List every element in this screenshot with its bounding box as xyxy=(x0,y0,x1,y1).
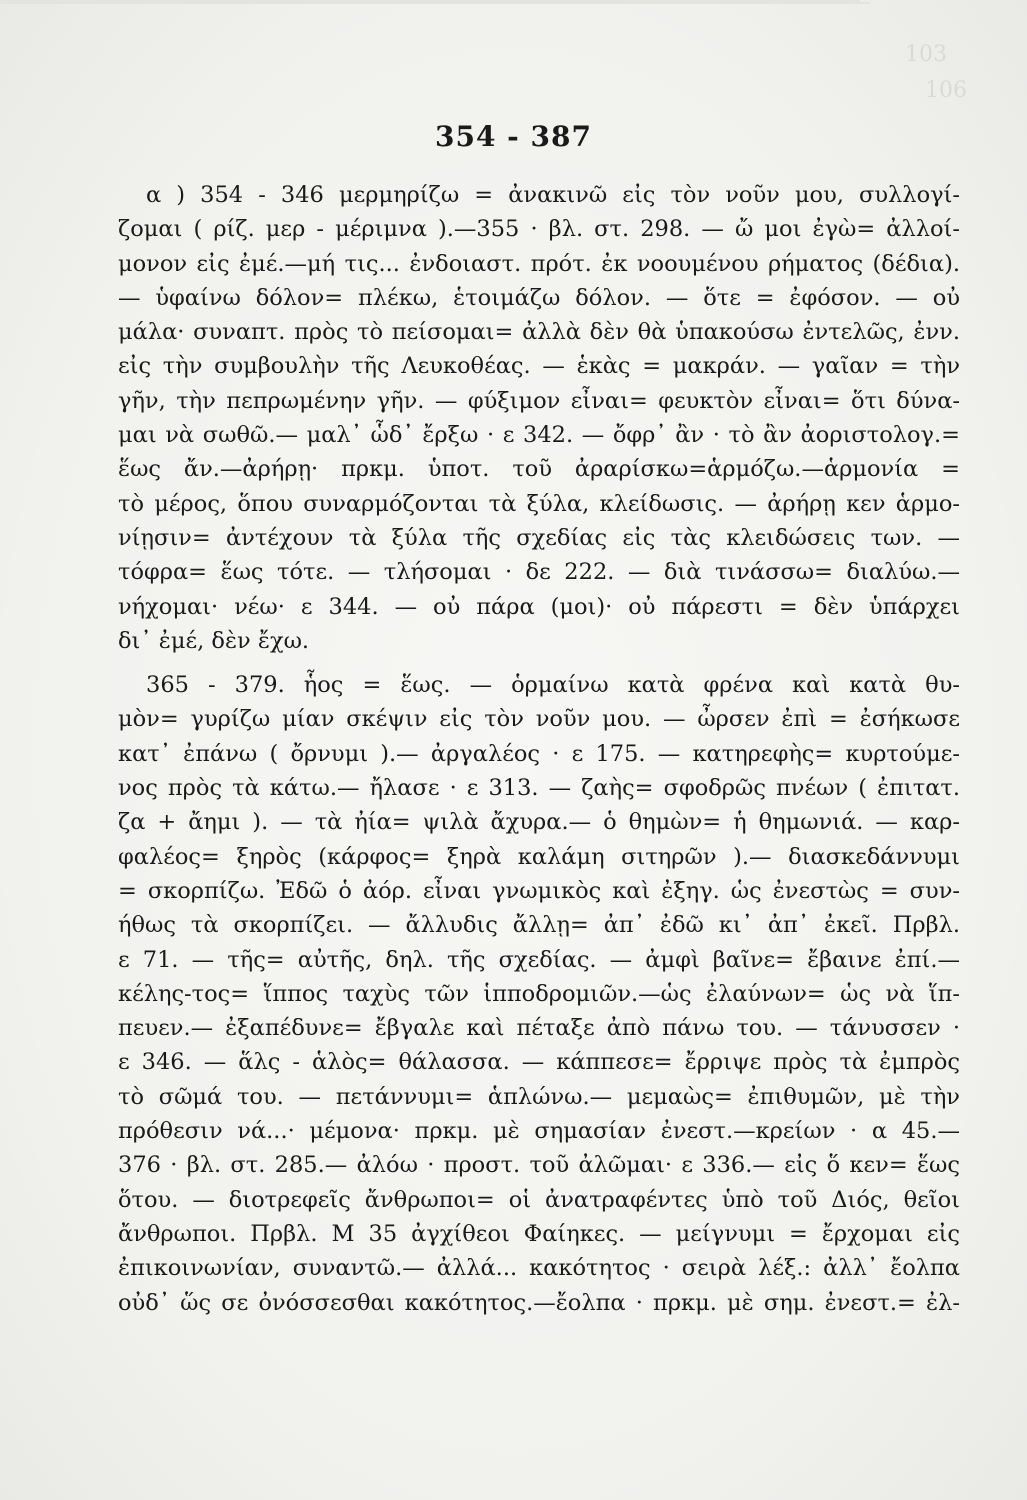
text-line: τόφρα= ἕως τότε. — τλήσομαι · δε 222. — διὰ τινάσσω= διαλύω.— xyxy=(118,559,960,586)
text-line: τὸ σῶμά του. — πετάννυμι= ἁπλώνω.— μεμαὼς= ἐπιθυμῶν, μὲ τὴν xyxy=(118,1083,960,1110)
text-line: ἕως ἄν.—ἀρήρῃ· πρκμ. ὑποτ. τοῦ ἀραρίσκω=ἁρμόζω.—ἁρμονία = xyxy=(118,456,960,483)
text-line: πρόθεσιν νά...· μέμονα· πρκμ. μὲ σημασίαν ἐνεστ.—κρείων · α 45.— xyxy=(118,1118,960,1145)
text-line: κατ᾽ ἐπάνω ( ὄρνυμι ).— ἀργαλέος · ε 175. — κατηρεφὴς= κυρτούμε- xyxy=(118,740,960,767)
paragraph-354-346 xyxy=(118,178,960,658)
text-line: ἄνθρωποι. Πρβλ. Μ 35 ἀγχίθεοι Φαίηκες. — μείγνυμι = ἔρχομαι εἰς xyxy=(118,1220,960,1247)
text-line: τὸ μέρος, ὅπου συναρμόζονται τὰ ξύλα, κλείδωσις. — ἀρήρῃ κεν ἁρμο- xyxy=(118,490,960,517)
text-line: — ὑφαίνω δόλον= πλέκω, ἑτοιμάζω δόλον. — ὅτε = ἐφόσον. — οὐ xyxy=(118,284,960,311)
page-header: 354 - 387 xyxy=(434,120,592,153)
text-line: οὐδ᾽ ὥς σε ὀνόσσεσθαι κακότητος.—ἔολπα · πρκμ. μὲ σημ. ἐνεστ.= ἐλ- xyxy=(118,1289,960,1316)
text-line: ζα + ἄημι ). — τὰ ἠία= ψιλὰ ἄχυρα.— ὁ θημὼν= ἡ θημωνιά. — καρ- xyxy=(118,809,960,836)
commentary-text xyxy=(118,178,960,1320)
bleedthrough-number-2: 106 xyxy=(925,78,967,103)
text-line: μάλα· συναπτ. πρὸς τὸ πείσομαι= ἀλλὰ δὲν θὰ ὑπακούσω ἐντελῶς, ἐνν. xyxy=(118,319,960,346)
text-line: πευεν.— ἐξαπέδυνε= ἔβγαλε καὶ πέταξε ἀπὸ πάνω του. — τάνυσσεν · xyxy=(118,1015,960,1042)
text-line: φαλέος= ξηρὸς (κάρφος= ξηρὰ καλάμη σιτηρῶν ).— διασκεδάννυμι xyxy=(118,843,960,870)
text-line: 376 · βλ. στ. 285.— ἀλόω · προστ. τοῦ ἀλῶμαι· ε 336.— εἰς ὅ κεν= ἕως xyxy=(118,1152,960,1179)
text-line: μαι νὰ σωθῶ.— μαλ᾽ ὧδ᾽ ἔρξω · ε 342. — ὄφρ᾽ ἂν · τὸ ἂν ἀοριστολογ.= xyxy=(118,422,960,449)
text-line: μὸν= γυρίζω μίαν σκέψιν εἰς τὸν νοῦν μου. — ὦρσεν ἐπὶ = ἐσήκωσε xyxy=(118,706,960,733)
text-line: κέλης-τος= ἵππος ταχὺς τῶν ἱπποδρομιῶν.—ὡς ἐλαύνων= ὡς νὰ ἵπ- xyxy=(118,980,960,1007)
text-line: νίῃσιν= ἀντέχουν τὰ ξύλα τῆς σχεδίας εἰς τὰς κλειδώσεις των. — xyxy=(118,524,960,551)
text-line: ἐπικοινωνίαν, συναντῶ.— ἀλλά... κακότητος · σειρὰ λέξ.: ἀλλ᾽ ἔολπα xyxy=(118,1255,960,1282)
paragraph-365-379 xyxy=(118,668,960,1320)
text-line: 365 - 379. ἧος = ἕως. — ὁρμαίνω κατὰ φρένα καὶ κατὰ θυ- xyxy=(146,672,960,699)
text-line: = σκορπίζω. Ἐδῶ ὁ ἀόρ. εἶναι γνωμικὸς καὶ ἐξηγ. ὡς ἐνεστὼς = συν- xyxy=(118,877,960,904)
text-line: μονον εἰς ἐμέ.—μή τις... ἐνδοιαστ. πρότ. ἐκ νοουμένου ρήματος (δέδια). xyxy=(118,250,960,277)
text-line: ὅτου. — διοτρεφεῖς ἄνθρωποι= οἱ ἀνατραφέντες ὑπὸ τοῦ Διός, θεῖοι xyxy=(118,1186,960,1213)
bleedthrough-line-bottom xyxy=(0,2,870,4)
text-line: ζομαι ( ρίζ. μερ - μέριμνα ).—355 · βλ. στ. 298. — ὤ μοι ἐγὼ= ἀλλοί- xyxy=(118,216,960,243)
text-line: νήχομαι· νέω· ε 344. — οὐ πάρα (μοι)· οὐ πάρεστι = δὲν ὑπάρχει xyxy=(118,593,960,620)
text-line: ε 346. — ἅλς - ἁλὸς= θάλασσα. — κάππεσε= ἔρριψε πρὸς τὰ ἐμπρὸς xyxy=(118,1049,960,1076)
text-line: ε 71. — τῆς= αὐτῆς, δηλ. τῆς σχεδίας. — ἀμφὶ βαῖνε= ἔβαινε ἐπί.— xyxy=(118,946,960,973)
bleedthrough-number-1: 103 xyxy=(905,42,947,67)
text-line: γῆν, τὴν πεπρωμένην γῆν. — φύξιμον εἶναι= φευκτὸν εἶναι= ὅτι δύνα- xyxy=(118,387,960,414)
paragraph-gap xyxy=(118,658,960,668)
text-line: δι᾽ ἐμέ, δὲν ἔχω. xyxy=(118,627,310,654)
text-line: α ) 354 - 346 μερμηρίζω = ἀνακινῶ εἰς τὸν νοῦν μου, συλλογί- xyxy=(146,182,960,208)
text-line: εἰς τὴν συμβουλὴν τῆς Λευκοθέας. — ἑκὰς = μακράν. — γαῖαν = τὴν xyxy=(118,353,960,380)
text-line: νος πρὸς τὰ κάτω.— ἤλασε · ε 313. — ζαὴς= σφοδρῶς πνέων ( ἐπιτατ. xyxy=(118,775,960,802)
text-line: ήθως τὰ σκορπίζει. — ἄλλυδις ἄλλῃ= ἀπ᾽ ἐδῶ κι᾽ ἀπ᾽ ἐκεῖ. Πρβλ. xyxy=(118,912,960,939)
